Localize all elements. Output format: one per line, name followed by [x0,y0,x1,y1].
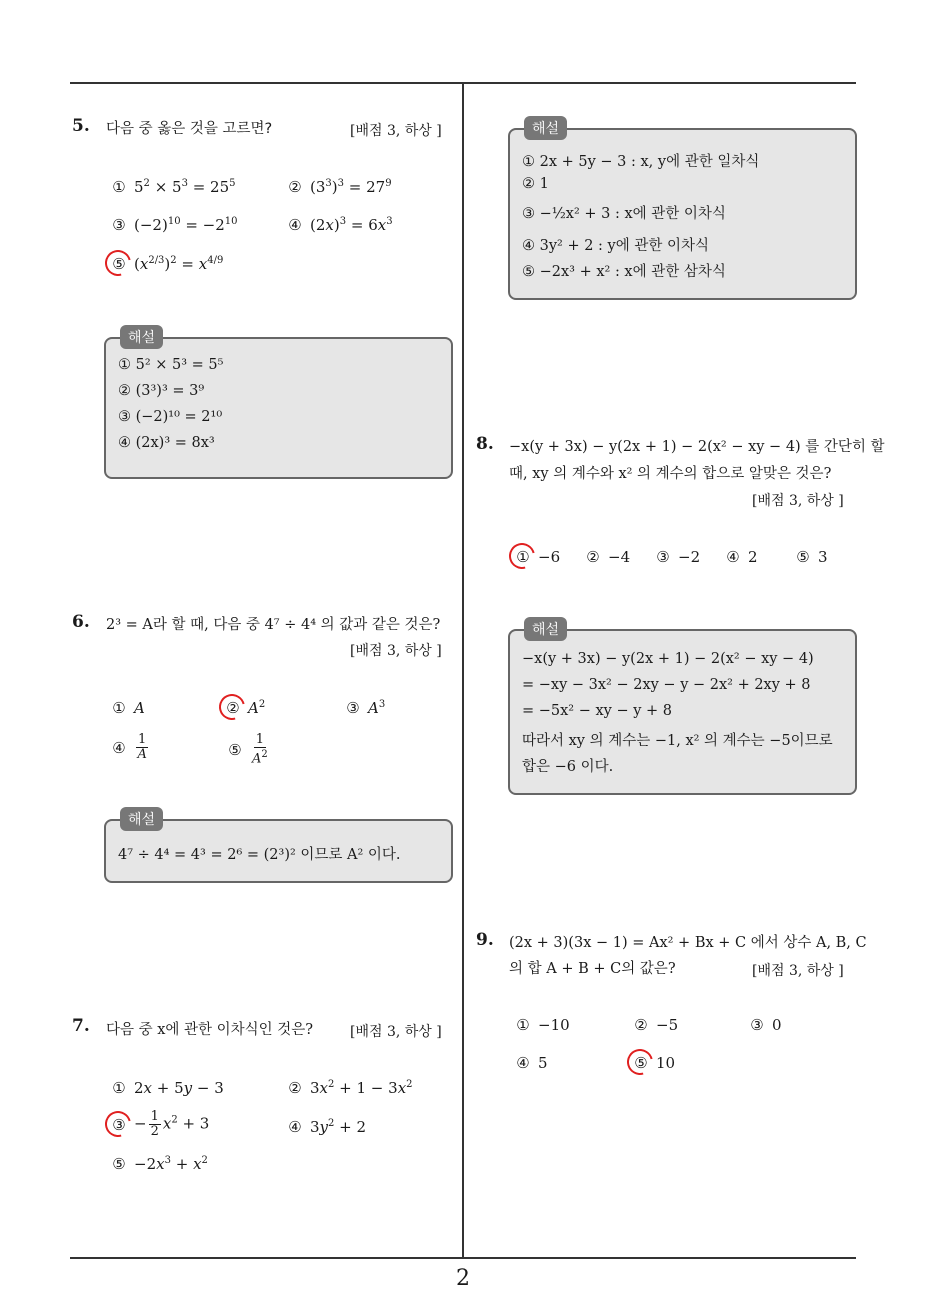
answer-mark: ① [512,546,534,568]
problem-number: 6. [72,612,90,632]
choice-5[interactable]: ⑤ 3 [796,548,828,566]
score-label: [배점 3, 하상 ] [752,493,844,509]
solution-tag: 해설 [120,325,163,349]
problem-stem: 다음 중 x에 관한 이차식인 것은? [106,1022,314,1038]
choice-3[interactable]: ③ $A^3$ [346,699,386,717]
choice-5[interactable]: ⑤ $-2x^3 + x^2$ [112,1155,208,1173]
problem-number: 7. [72,1016,90,1036]
column-divider [462,84,464,1258]
choice-3[interactable]: ③ 0 [750,1016,782,1034]
choice-1[interactable]: ① −6 [512,546,560,568]
solution-line: 따라서 xy 의 계수는 −1, x² 의 계수는 −5이므로 [522,733,833,749]
solution-tag: 해설 [524,116,567,140]
score-label: [배점 3, 하상 ] [350,1024,442,1040]
choice-2[interactable]: ② $(3^3)^3 = 27^9$ [288,178,392,196]
solution-line: ④ (2x)³ = 8x³ [118,435,215,451]
choice-1[interactable]: ① A [112,699,145,717]
solution-line: ① 5² × 5³ = 5⁵ [118,357,224,373]
choice-2[interactable]: ② −5 [634,1016,679,1034]
solution-tag: 해설 [524,617,567,641]
choice-1[interactable]: ① 2x + 5y − 3 [112,1079,224,1097]
problem-stem-line-1: (2x + 3)(3x − 1) = Ax² + Bx + C 에서 상수 A, B, C [509,935,867,951]
solution-line: = −xy − 3x² − 2xy − y − 2x² + 2xy + 8 [522,677,811,693]
solution-box [104,812,453,883]
solution-line: ④ 3y² + 2 : y에 관한 이차식 [522,238,709,254]
choice-3[interactable]: ③ −2 [656,548,701,566]
solution-box [508,121,857,300]
choice-1[interactable]: ① −10 [516,1016,570,1034]
choice-2[interactable]: ② $3x^2 + 1 - 3x^2$ [288,1079,413,1097]
choice-4[interactable]: ④ $(2x)^3 = 6x^3$ [288,216,393,234]
solution-box [508,622,857,795]
choice-4[interactable]: ④ 2 [726,548,758,566]
problem-stem-line-2: 때, xy 의 계수와 x² 의 계수의 합으로 알맞은 것은? [509,466,832,482]
solution-line: 합은 −6 이다. [522,759,614,775]
choice-1[interactable]: ① $5^2 \times 5^3 = 25^5$ [112,178,236,196]
solution-line: ⑤ −2x³ + x² : x에 관한 삼차식 [522,264,726,280]
choice-3[interactable]: ③ − $\frac{1}{2}$ $x^2 + 3$ [108,1110,209,1139]
page-number: 2 [456,1266,470,1291]
solution-line: = −5x² − xy − y + 8 [522,703,673,719]
choice-4[interactable]: ④ $\frac{1}{A}$ [112,732,147,762]
choice-4[interactable]: ④ 5 [516,1054,548,1072]
solution-line: −x(y + 3x) − y(2x + 1) − 2(x² − xy − 4) [522,651,814,667]
solution-line: 4⁷ ÷ 4⁴ = 4³ = 2⁶ = (2³)² 이므로 A² 이다. [118,847,401,863]
choice-3[interactable]: ③ $(-2)^{10} = -2^{10}$ [112,216,238,234]
choice-5[interactable]: ⑤ 10 [630,1052,675,1074]
solution-box [104,330,453,479]
problem-stem-line-1: −x(y + 3x) − y(2x + 1) − 2(x² − xy − 4) 를 간단히 할 [509,439,885,455]
problem-stem: 2³ = A라 할 때, 다음 중 4⁷ ÷ 4⁴ 의 값과 같은 것은? [106,617,441,633]
problem-stem: 다음 중 옳은 것을 고르면? [106,121,273,137]
solution-line: ② (3³)³ = 3⁹ [118,383,205,399]
problem-number: 9. [476,930,494,950]
solution-line: ③ (−2)¹⁰ = 2¹⁰ [118,409,223,425]
problem-number: 8. [476,434,494,454]
choice-2[interactable]: ② −4 [586,548,631,566]
answer-mark: ⑤ [630,1052,652,1074]
solution-line: ② 1 [522,176,549,192]
problem-number: 5. [72,116,90,136]
score-label: [배점 3, 하상 ] [350,643,442,659]
choice-5[interactable]: ⑤ $(x^{2/3})^2 = x^{4/9}$ [108,253,223,275]
score-label: [배점 3, 하상 ] [752,963,844,979]
answer-mark: ⑤ [108,253,130,275]
problem-stem-line-2: 의 합 A + B + C의 값은? [509,961,676,977]
solution-tag: 해설 [120,807,163,831]
solution-line: ① 2x + 5y − 3 : x, y에 관한 일차식 [522,154,760,170]
choice-5[interactable]: ⑤ $\frac{1}{A^2}$ [228,732,268,767]
answer-mark: ② [222,697,244,719]
bottom-rule [70,1257,856,1259]
choice-2[interactable]: ② $A^2$ [222,697,265,719]
score-label: [배점 3, 하상 ] [350,123,442,139]
answer-mark: ③ [108,1114,130,1136]
solution-line: ③ −½x² + 3 : x에 관한 이차식 [522,206,726,222]
choice-4[interactable]: ④ $3y^2 + 2$ [288,1118,367,1136]
